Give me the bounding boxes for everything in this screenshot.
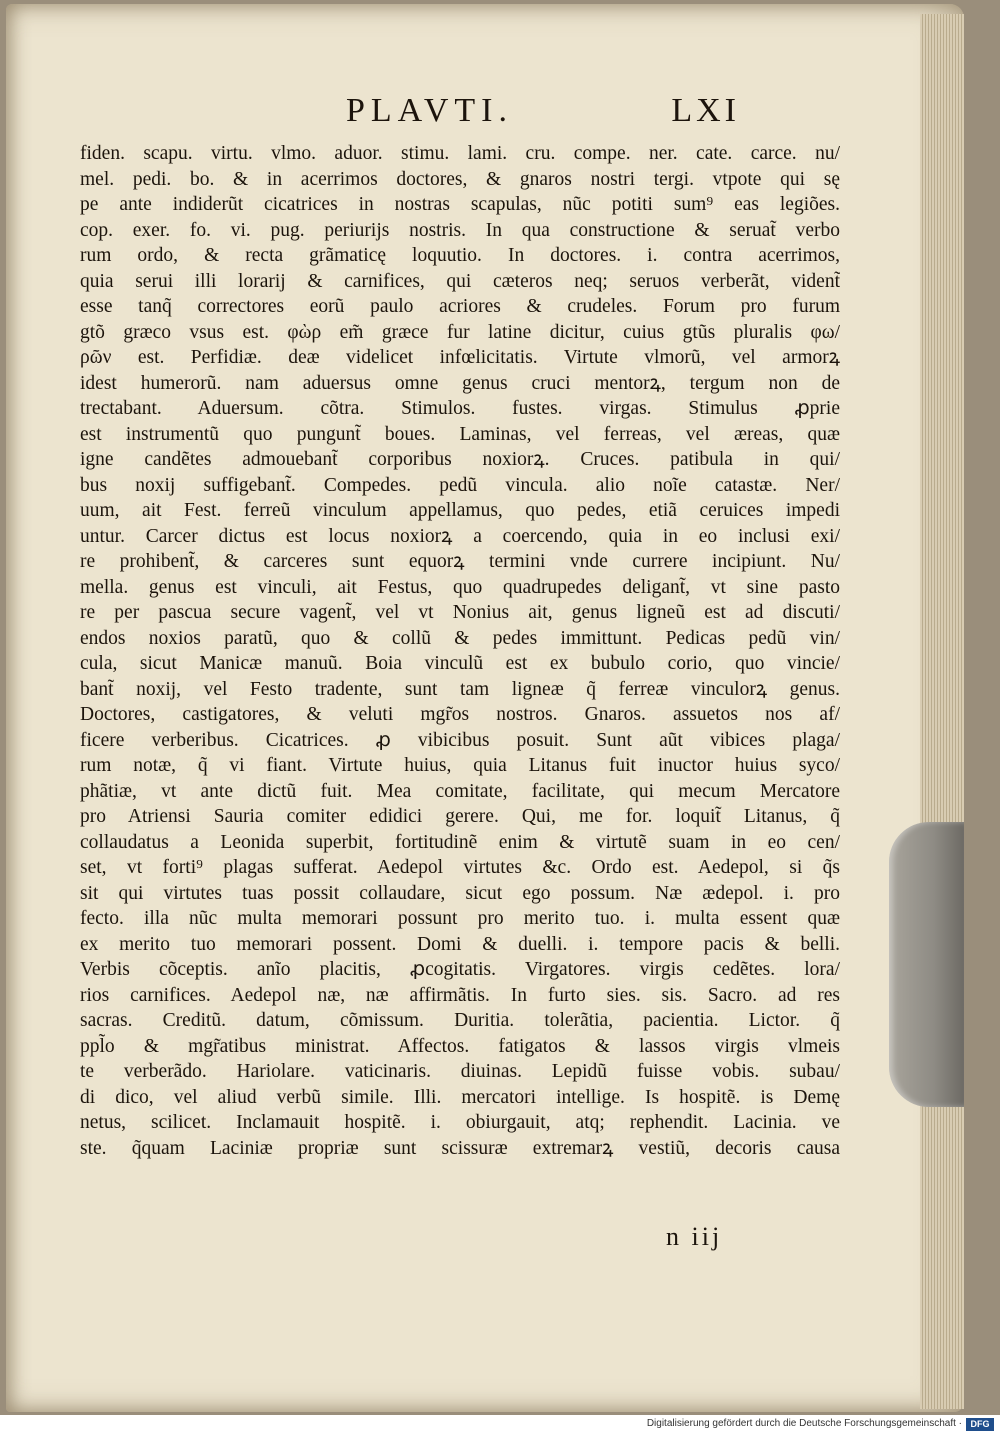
- text-line: est instrumentũ quo pungunt̃ boues. Laminas, vel ferreas, vel æreas, quæ: [80, 423, 840, 445]
- text-line: sit qui virtutes tuas possit collaudare, sicut ego possum. Næ ædepol. i. pro: [80, 882, 840, 904]
- text-line: fiden. scapu. virtu. vlmo. aduor. stimu. lami. cru. compe. ner. cate. carce. nu/: [80, 143, 840, 164]
- text-line: ficere verberibus. Cicatrices. ꝓ vibicibus posuit. Sunt aũt vibices plaga/: [80, 729, 840, 751]
- text-line: Verbis cõceptis. anĩo placitis, ꝓcogitatis. Virgatores. virgis cedẽtes. lora/: [80, 959, 840, 980]
- text-line: set, vt forti⁹ plagas sufferat. Aedepol virtutes &c. Ordo est. Aedepol, si q̃s: [80, 857, 840, 878]
- text-line: idest humerorũ. nam aduersus omne genus cruci mentorꝝ, tergum non de: [80, 372, 840, 394]
- book-clasp: [889, 822, 964, 1107]
- text-line: phãtiæ, vt ante dictũ fuit. Mea comitate, facilitate, qui mecum Mercatore: [80, 780, 840, 802]
- text-line: trectabant. Aduersum. cõtra. Stimulos. fustes. virgas. Stimulus ꝓprie: [80, 398, 840, 419]
- text-line: esse tanq̃ correctores eorũ paulo acriores & crudeles. Forum pro furum: [80, 296, 840, 317]
- text-line: igne candẽtes admouebant̃ corporibus noxiorꝝ. Cruces. patibula in qui/: [80, 449, 840, 470]
- digitization-footer: [0, 1415, 1000, 1435]
- page-header: [346, 92, 746, 138]
- text-line: di dico, vel aliud verbũ simile. Illi. mercatori intellige. Is hospitẽ. is Demę: [80, 1086, 840, 1108]
- text-line: te verberãdo. Hariolare. vaticinaris. diuinas. Lepidũ fuisse vobis. subau/: [80, 1061, 840, 1082]
- folio-number: LXI: [671, 92, 740, 129]
- text-line: pro Atriensi Sauria comiter edidici gerere. Qui, me for. loquit̃ Litanus, q̃: [80, 806, 840, 827]
- text-line: mella. genus est vinculi, ait Festus, quo quadrupedes deligant̃, vt sine pasto: [80, 576, 840, 598]
- text-line: bant̃ noxij, vel Festo tradente, sunt tam ligneæ q̃ ferreæ vinculorꝝ genus.: [80, 678, 840, 700]
- signature-mark: n iij: [666, 1222, 723, 1251]
- text-line: cula, sicut Manicæ manuũ. Boia vinculũ est ex bubulo corio, quo vincie/: [80, 653, 840, 674]
- text-line: ρῶν est. Perfidiæ. deæ videlicet infœlicitatis. Virtute vlmorũ, vel armorꝝ: [80, 347, 840, 368]
- paper-leaf: [6, 4, 964, 1412]
- text-line: sacras. Creditũ. datum, cõmissum. Duritia. tolerãtia, pacientia. Lictor. q̃: [80, 1010, 840, 1031]
- text-line: re prohibent̃, & carceres sunt equorꝝ termini vnde currere incipiunt. Nu/: [80, 551, 840, 572]
- text-line: collaudatus a Leonida superbit, fortitudinẽ enim & virtutẽ suam in eo cen/: [80, 831, 840, 853]
- text-line: untur. Carcer dictus est locus noxiorꝝ a coercendo, quia in eo inclusi exi/: [80, 525, 840, 547]
- commentary-text-block: [80, 141, 840, 1161]
- dfg-logo: DFG: [966, 1418, 994, 1431]
- text-line: pe ante indiderũt cicatrices in nostras scapulas, nũc potiti sum⁹ eas legiões.: [80, 194, 840, 215]
- text-line: mel. pedi. bo. & in acerrimos doctores, & gnaros nostri tergi. vtpote qui sę: [80, 168, 840, 190]
- text-line: Doctores, castigatores, & veluti mgr̃os nostros. Gnaros. assuetos nos af/: [80, 704, 840, 725]
- text-line: ste. q̃quam Laciniæ propriæ sunt scissuræ extremarꝝ vestiũ, decoris causa: [80, 1137, 840, 1159]
- text-line: ppl̃o & mgr̃atibus ministrat. Affectos. fatigatos & lassos virgis vlmeis: [80, 1035, 840, 1057]
- funding-credit: Digitalisierung gefördert durch die Deutsche Forschungsgemeinschaft ·: [646, 1418, 962, 1429]
- page-edges: [920, 14, 964, 1409]
- running-title: PLAVTI.: [346, 92, 513, 129]
- text-line: rios carnifices. Aedepol næ, næ affirmãtis. In furto sies. sis. Sacro. ad res: [80, 984, 840, 1006]
- text-line: bus noxij suffigebant̃. Compedes. pedũ vincula. alio noĩe catastæ. Ner/: [80, 474, 840, 496]
- text-line: rum ordo, & recta grãmaticę loquutio. In doctores. i. contra acerrimos,: [80, 245, 840, 266]
- text-line: re per pascua secure vagent̃, vel vt Nonius ait, genus ligneũ est ad discuti/: [80, 602, 840, 623]
- text-line: fecto. illa nũc multa memorari possunt pro merito tuo. i. multa essent quæ: [80, 908, 840, 929]
- text-line: quia serui illi lorarij & carnifices, qui cæteros neq; seruos verberãt, vident̃: [80, 270, 840, 292]
- text-line: cop. exer. fo. vi. pug. periurijs nostris. In qua constructione & seruat̃ verbo: [80, 219, 840, 241]
- text-line: gtõ græco vsus est. φὼρ em̃ græce fur latine dicitur, cuius gtũs pluralis φω/: [80, 321, 840, 343]
- text-line: rum notæ, q̃ vi fiant. Virtute huius, quia Litanus fuit inuctor huius syco/: [80, 755, 840, 776]
- text-line: endos noxios paratũ, quo & collũ & pedes immittunt. Pedicas pedũ vin/: [80, 627, 840, 649]
- text-line: uum, ait Fest. ferreũ vinculum appellamus, quo pedes, etiã ceruices impedi: [80, 500, 840, 521]
- text-line: ex merito tuo memorari possent. Domi & duelli. i. tempore pacis & belli.: [80, 933, 840, 955]
- text-line: netus, scilicet. Inclamauit hospitẽ. i. obiurgauit, atq; rephendit. Lacinia. ve: [80, 1112, 840, 1133]
